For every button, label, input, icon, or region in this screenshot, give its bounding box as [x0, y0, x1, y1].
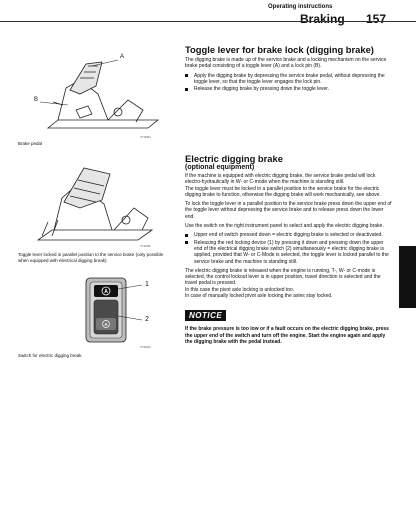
notice-text: If the brake pressure is too low or if a fault occurs on the electric digging brake, press the upper end of the switch and turn off the engine. Start the engine again and apply the digging brake with the pedal instead. — [185, 326, 389, 345]
page-number: 157 — [366, 12, 387, 26]
paragraph: The toggle lever must be locked in a parallel position to the service brake for the electric digging brake to function, otherwise the digging brake will work mechanically, see above. — [185, 185, 381, 198]
bullet-item: Release the digging brake by pressing down the toggle lever. — [185, 86, 393, 92]
section-toggle-lever — [185, 44, 393, 93]
section-electric-brake — [185, 153, 393, 345]
paragraph: In this case the pivot axle locking is unlocked too. — [185, 286, 295, 293]
notice-label: NOTICE — [185, 310, 226, 321]
paragraph: Use the switch on the right instrument panel to select and apply the electric digging brake. — [185, 223, 384, 230]
chapter-thumb-tab — [399, 246, 416, 308]
callout-2: 2 — [145, 316, 149, 323]
callout-a: A — [120, 54, 125, 60]
paragraph: To lock the toggle lever in a parallel position to the service brake press down the upper end of the toggle lever without depressing the service brake and to release press down the lower end. — [185, 201, 392, 220]
caption-switch: Switch for electric digging break — [18, 353, 82, 358]
toggle-lever-drawing — [18, 160, 168, 245]
caption-toggle-lever: Toggle lever locked in parallel position to the service brake (only possible when equipped with electrical digging break) — [18, 252, 164, 263]
bullet-item: Apply the digging brake by depressing the service brake pedal, without depressing the toggle lever, so that the toggle lever engages the lock pin. — [185, 73, 393, 86]
paragraph: In case of manually locked pivot axle locking the axles stay locked. — [185, 293, 333, 300]
callout-1: 1 — [145, 281, 149, 288]
bullet-item: Upper end of switch pressed down = electric digging brake is selected or deactivated. — [185, 232, 393, 238]
section-heading: Electric digging brake — [185, 153, 283, 164]
callout-b: B — [34, 97, 39, 103]
figure-switch — [18, 272, 168, 347]
svg-text:A: A — [104, 289, 108, 295]
paragraph: If the machine is equipped with electric digging brake, the service brake pedal will lock electro-hydraulically in W- or C-mode when the machine is standing still. — [185, 173, 376, 186]
figure-id: VT10454 — [140, 136, 151, 139]
figure-id: VT14620 — [140, 346, 151, 349]
figure-id: VT10455 — [140, 245, 151, 248]
figure-brake-pedal — [18, 50, 168, 139]
paragraph: The digging brake is made up of the service brake and a locking mechanism on the service brake pedal consisting of a toggle lever (A) and a lock pin (B). — [185, 57, 387, 70]
caption-brake-pedal: Brake pedal — [18, 141, 43, 146]
notice-block — [185, 305, 393, 345]
paragraph: The electric digging brake is released when the engine is running, T-, W- or C-mode is selected, the control lockout lever is in upper position, travel direction is selected and the travel pedal is pressed. — [185, 267, 381, 287]
svg-text:A: A — [104, 322, 108, 327]
section-heading: Toggle lever for brake lock (digging brake) — [185, 44, 374, 55]
header-rule — [0, 21, 416, 22]
page-title: Braking — [300, 12, 345, 26]
bullet-item: Releasing the red locking device (1) by pressing it down and pressing down the upper end of the electrical digging brake switch (2) simultaneously = electric digging brake is applied, provided that W- or C-Mode is selected, the toggle lever is locked parallel to the service brake and the machine is standing still. — [185, 240, 393, 265]
section-subheading: (optional equipment) — [185, 164, 255, 171]
brake-pedal-drawing — [18, 50, 168, 135]
header-subtitle: Operating instructions — [268, 4, 333, 10]
figure-toggle-lever — [18, 160, 168, 248]
